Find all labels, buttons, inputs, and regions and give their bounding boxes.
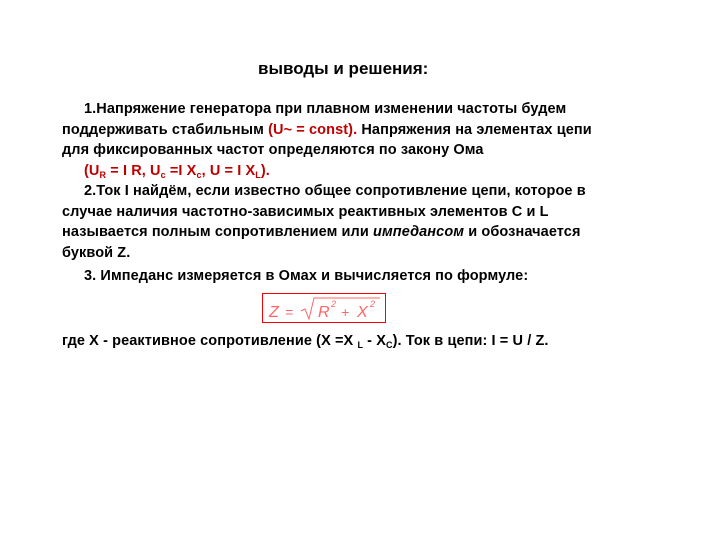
impedance-formula (262, 293, 386, 323)
ohm-part: =I X (165, 162, 197, 179)
note-part: ). Ток в цепи: I = U / Z. (392, 333, 549, 349)
note-sub: L (357, 340, 364, 350)
paragraph-item-1 (62, 99, 662, 185)
ohm-part: , U = I X (201, 162, 256, 179)
item1-line1: 1.Напряжение генератора при плавном изменении частоты будем (84, 101, 567, 117)
formula-plus: + (341, 304, 350, 320)
item1-line2a: поддерживать стабильным (62, 121, 269, 138)
paragraph-note (62, 331, 662, 356)
item2-line3a: называется полным сопротивлением или (62, 224, 373, 240)
note-sub: C (386, 340, 393, 350)
ohm-part: (U (84, 162, 100, 179)
item1-line3: для фиксированных частот определяются по закону Ома (62, 142, 484, 158)
item2-line2: случае наличия частотно-зависимых реактивных элементов С и L (62, 203, 549, 220)
item2-line3b: и обозначается (464, 224, 581, 240)
reactance-note (62, 331, 662, 356)
item1-line2b: Напряжения на элементах цепи (357, 121, 592, 138)
note-part: где Х - реактивное сопротивление (Х =Х (62, 333, 358, 349)
formula-eq: = (285, 304, 294, 320)
formula-z: Z (269, 304, 279, 321)
formula-pow1: 2 (331, 299, 337, 309)
ohm-sub: L (255, 169, 261, 180)
ohm-sub: R (99, 169, 107, 180)
paragraph-item-3 (62, 266, 662, 287)
slide-title: выводы и решения: (258, 59, 429, 78)
formula-graphic (263, 294, 387, 324)
paragraph-item-2 (62, 181, 662, 263)
ohm-part: ). (260, 162, 270, 179)
constant-voltage-note: (U~ = const). (268, 121, 358, 138)
item2-line4: буквой Z. (62, 244, 131, 261)
item2-line3 (62, 222, 662, 243)
ohm-sub: c (196, 169, 202, 180)
note-part: - Х (363, 333, 387, 349)
item2-line1: 2.Ток I найдём, если известно общее сопротивление цепи, которое в (84, 183, 586, 199)
ohm-part: = I R, U (106, 162, 161, 179)
item1-line2 (62, 120, 662, 141)
impedance-term: импедансом (373, 224, 465, 240)
ohm-sub: c (160, 169, 166, 180)
item3-line1: 3. Импеданс измеряется в Омах и вычисляется по формуле: (84, 268, 529, 284)
formula-x: X (357, 304, 368, 321)
formula-r: R (318, 304, 330, 321)
formula-pow2: 2 (370, 299, 376, 309)
